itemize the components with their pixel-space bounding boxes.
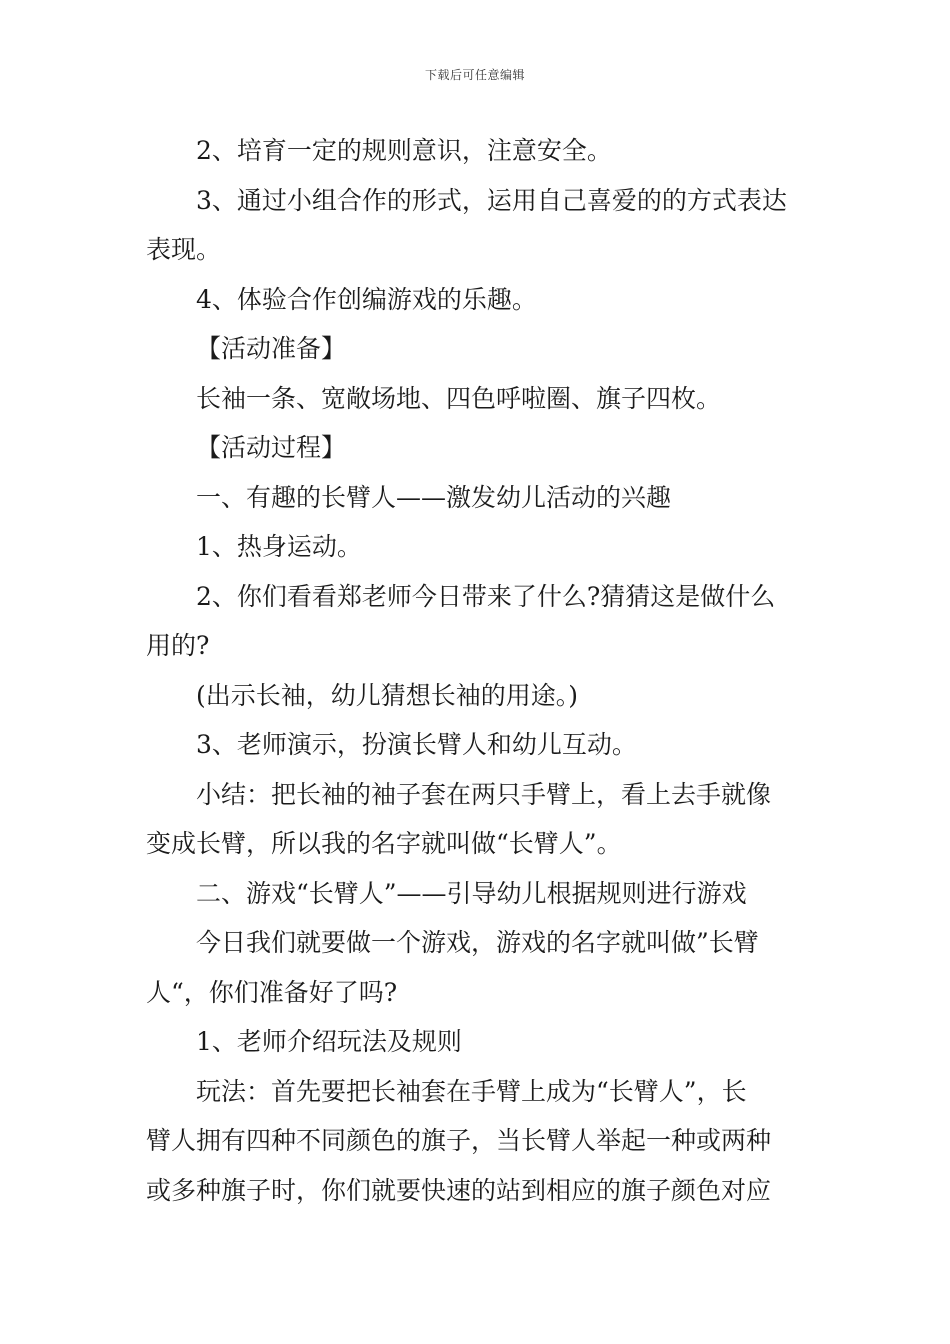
- paragraph-line: 2、你们看看郑老师今日带来了什么?猜猜这是做什么: [196, 581, 776, 611]
- paragraph-line: 3、通过小组合作的形式，运用自己喜爱的的方式表达: [196, 185, 787, 215]
- paragraph-line: 人“，你们准备好了吗?: [146, 977, 398, 1007]
- paragraph-line: 1、热身运动。: [196, 532, 362, 561]
- section-heading: 【活动过程】: [196, 433, 347, 462]
- section-heading: 【活动准备】: [196, 334, 347, 363]
- paragraph-line: 玩法：首先要把长袖套在手臂上成为“长臂人”，长: [196, 1076, 747, 1106]
- paragraph-line: 二、游戏“长臂人”——引导幼儿根据规则进行游戏: [196, 878, 747, 908]
- paragraph-line: 臂人拥有四种不同颜色的旗子，当长臂人举起一种或两种: [146, 1126, 772, 1155]
- paragraph-line: 长袖一条、宽敞场地、四色呼啦圈、旗子四枚。: [196, 383, 722, 413]
- paragraph-line: 1、老师介绍玩法及规则: [196, 1027, 462, 1056]
- paragraph-line: 或多种旗子时，你们就要快速的站到相应的旗子颜色对应: [146, 1175, 772, 1205]
- page-header: 下载后可任意编辑: [424, 68, 525, 82]
- paragraph-line: 小结：把长袖的袖子套在两只手臂上，看上去手就像: [196, 779, 772, 809]
- paragraph-line: 3、老师演示，扮演长臂人和幼儿互动。: [196, 730, 637, 759]
- paragraph-line: 变成长臂，所以我的名字就叫做“长臂人”。: [146, 829, 622, 858]
- paragraph-line: (出示长袖，幼儿猜想长袖的用途。): [196, 680, 579, 710]
- paragraph-line: 表现。: [146, 235, 222, 264]
- paragraph-line: 2、培育一定的规则意识，注意安全。: [196, 136, 612, 165]
- paragraph-line: 今日我们就要做一个游戏，游戏的名字就叫做”长臂: [196, 928, 759, 957]
- document-body: [146, 126, 810, 1215]
- paragraph-line: 一、有趣的长臂人——激发幼儿活动的兴趣: [196, 482, 672, 512]
- paragraph-line: 4、体验合作创编游戏的乐趣。: [196, 284, 537, 314]
- paragraph-line: 用的?: [146, 631, 210, 660]
